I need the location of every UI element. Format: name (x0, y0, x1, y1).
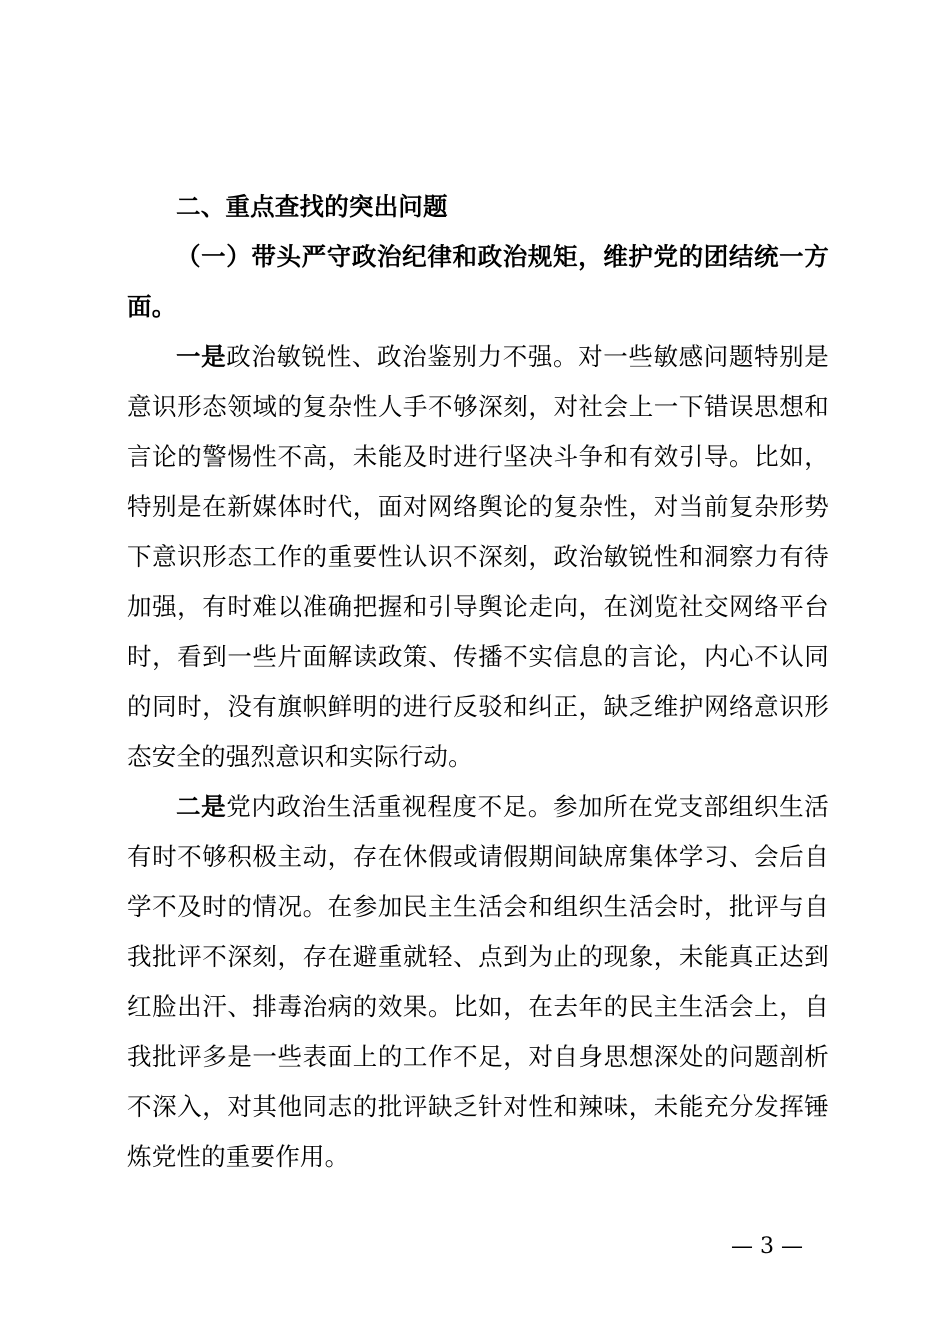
paragraph-1-lead: 一是 (176, 342, 227, 371)
paragraph-2-text: 党内政治生活重视程度不足。参加所在党支部组织生活有时不够积极主动，存在休假或请假期间缺席集体学习、会后自学不及时的情况。在参加民主生活会和组织生活会时，批评与自我批评不深刻，存在避重就轻、点到为止的现象，未能真正达到红脸出汗、排毒治病的效果。比如，在去年的民主生活会上，自我批评多是一些表面上的工作不足，对自身思想深处的问题剖析不深入，对其他同志的批评缺乏针对性和辣味，未能充分发挥锤炼党性的重要作用。 (127, 792, 829, 1171)
paragraph-2 (127, 782, 829, 1182)
page-number: — 3 — (731, 1234, 803, 1259)
paragraph-1-text: 政治敏锐性、政治鉴别力不强。对一些敏感问题特别是意识形态领域的复杂性人手不够深刻，对社会上一下错误思想和言论的警惕性不高，未能及时进行坚决斗争和有效引导。比如，特别是在新媒体时代，面对网络舆论的复杂性，对当前复杂形势下意识形态工作的重要性认识不深刻，政治敏锐性和洞察力有待加强，有时难以准确把握和引导舆论走向，在浏览社交网络平台时，看到一些片面解读政策、传播不实信息的言论，内心不认同的同时，没有旗帜鲜明的进行反驳和纠正，缺乏维护网络意识形态安全的强烈意识和实际行动。 (127, 342, 829, 771)
section-subheading: （一）带头严守政治纪律和政治规矩，维护党的团结统一方面。 (127, 242, 829, 321)
section-heading: 二、重点查找的突出问题 (176, 192, 448, 221)
paragraph-2-lead: 二是 (176, 792, 227, 821)
paragraph-1 (127, 332, 829, 782)
document-body (127, 182, 829, 1182)
